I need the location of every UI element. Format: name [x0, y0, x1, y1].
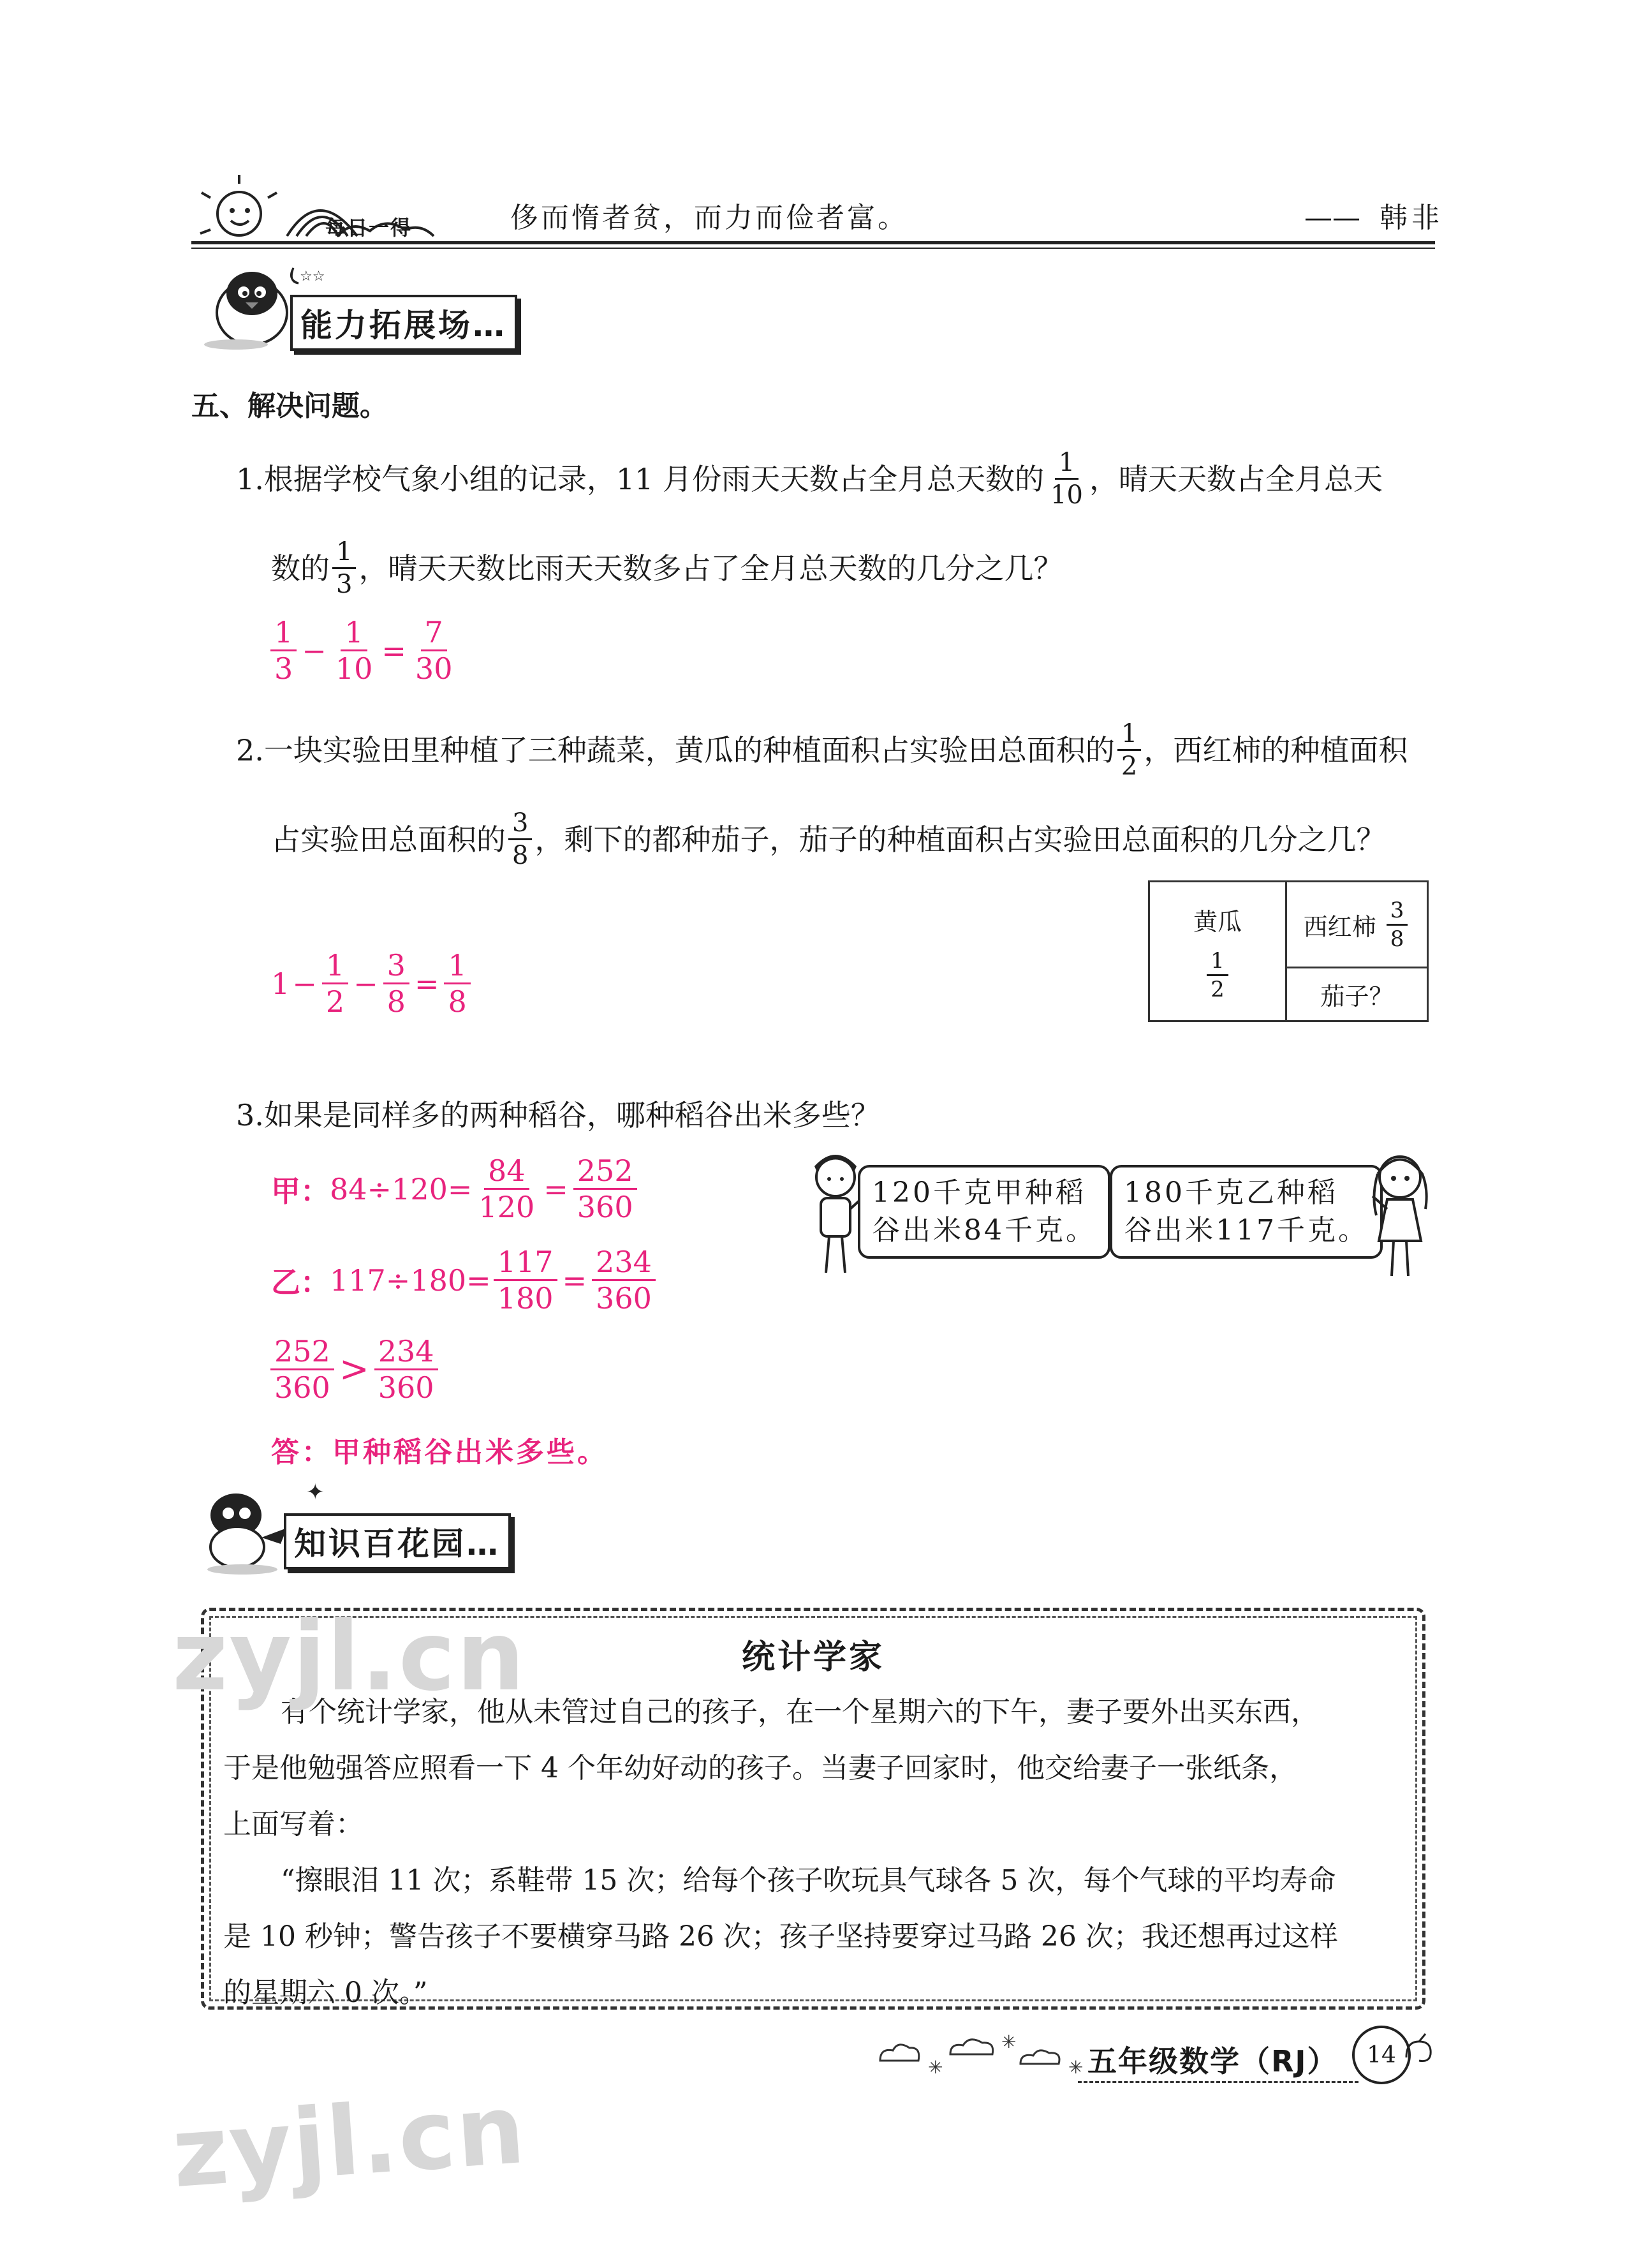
- header-quote: 侈而惰者贫，而力而俭者富。: [510, 202, 908, 234]
- field-area-diagram: [1148, 880, 1429, 1022]
- q2-ans-eq: =: [414, 966, 439, 1001]
- q1-fraction-b: [332, 539, 356, 597]
- part-title: 五、解决问题。: [191, 390, 388, 422]
- q2-frac-b-den: 8: [512, 841, 529, 870]
- q2-line1-pre: 一块实验田里种植了三种蔬菜，黄瓜的种植面积占实验田总面积的: [263, 732, 1115, 767]
- q2-line2-pre: 占实验田总面积的: [271, 822, 506, 857]
- section-banner-ability: [191, 255, 548, 351]
- story-p3: 上面写着：: [223, 1808, 364, 1841]
- svg-text:✦: ✦: [306, 1479, 325, 1505]
- q2-ans-op1: −: [292, 966, 317, 1001]
- q2-line1-post: ，西红柿的种植面积: [1144, 732, 1408, 767]
- jia-eq: =: [543, 1171, 568, 1206]
- tomato-cell: [1286, 882, 1428, 968]
- eggplant-cell: 茄子？: [1286, 968, 1428, 1021]
- q1-frac-a-den: 10: [1050, 480, 1083, 510]
- cucumber-fraction: [1207, 950, 1228, 1000]
- story-p1: 有个统计学家，他从未管过自己的孩子，在一个星期六的下午，妻子要外出买东西，: [281, 1696, 1319, 1728]
- q1-ans-f1-num: 1: [270, 618, 297, 651]
- q1-ans-f2: [332, 615, 377, 686]
- section-banner-knowledge: [191, 1474, 548, 1576]
- q1-ans-op1: −: [302, 633, 327, 668]
- q1-ans-f1: [270, 615, 297, 686]
- q1-line2-post: ，晴天天数比雨天天数多占了全月总天数的几分之几？: [358, 551, 1063, 586]
- jia-f1-num: 84: [484, 1156, 529, 1190]
- q1-ans-f2-num: 1: [341, 618, 367, 651]
- bubble-right-line1: 180千克乙种稻: [1124, 1176, 1338, 1209]
- q2-line1: [236, 721, 1408, 779]
- jia-expr: 84÷120=: [330, 1171, 473, 1206]
- cmp-f1: [270, 1334, 334, 1405]
- q1-line1-post: ，晴天天数占全月总天: [1089, 461, 1383, 496]
- yi-f2: [592, 1245, 656, 1316]
- q2-line2: [271, 810, 1385, 868]
- tomato-frac-num: 3: [1387, 900, 1408, 926]
- tomato-frac-den: 8: [1390, 926, 1404, 952]
- q2-ans-f3: [444, 948, 470, 1019]
- q2-answer: [271, 948, 473, 1019]
- q3-conclusion: 答：甲种稻谷出米多些。: [271, 1436, 608, 1469]
- q1-ans-f2-den: 10: [335, 651, 373, 686]
- q1-ans-eq: =: [381, 633, 406, 668]
- watermark-1: zyjl.cn: [172, 1601, 526, 1712]
- jia-f1: [475, 1153, 538, 1224]
- yi-f1-num: 117: [494, 1247, 557, 1281]
- cmp-f2-num: 234: [374, 1337, 438, 1370]
- q2-ans-whole: 1: [271, 966, 290, 1001]
- q1-ans-f3-num: 7: [421, 618, 447, 651]
- q1-ans-f3-den: 30: [415, 651, 453, 686]
- story-title: 统计学家: [741, 1638, 885, 1677]
- cmp-f1-num: 252: [270, 1337, 334, 1370]
- q2-ans-f2-num: 3: [383, 951, 409, 984]
- q2-ans-op2: −: [353, 966, 378, 1001]
- speech-bubble-right: [1110, 1165, 1383, 1259]
- q1-line2: [271, 539, 1063, 597]
- cucumber-frac-num: 1: [1207, 950, 1228, 976]
- q2-fraction-b: [508, 810, 532, 868]
- section1-title: 能力拓展场…: [290, 295, 517, 351]
- q2-label: 2.: [236, 732, 264, 767]
- yi-f2-num: 234: [592, 1247, 656, 1281]
- q2-frac-a-num: 1: [1117, 721, 1141, 751]
- q2-frac-a-den: 2: [1121, 752, 1138, 781]
- bubble-left-line2: 谷出米84千克。: [872, 1214, 1096, 1247]
- author-dash: ——: [1304, 202, 1360, 234]
- tomato-fraction: [1387, 897, 1408, 952]
- story-p4: “擦眼泪 11 次；系鞋带 15 次；给每个孩子吹玩具气球各 5 次，每个气球的平均寿命: [281, 1864, 1336, 1897]
- tomato-label: 西红柿: [1303, 912, 1376, 941]
- q3-text: [236, 1098, 880, 1132]
- svg-text:✳: ✳: [1068, 2057, 1084, 2078]
- yi-label: 乙：: [271, 1264, 330, 1300]
- svg-text:✳: ✳: [1001, 2031, 1017, 2052]
- q3-question: 如果是同样多的两种稻谷，哪种稻谷出米多些？: [263, 1098, 880, 1132]
- q1-line1: [236, 450, 1383, 508]
- cmp-f2: [374, 1334, 438, 1405]
- story-p5: 是 10 秒钟；警告孩子不要横穿马路 26 次；孩子坚持要穿过马路 26 次；我还想再过这样: [223, 1920, 1338, 1953]
- author-name: 韩非: [1380, 202, 1443, 234]
- cloud-decoration-icon: [874, 2029, 1084, 2080]
- q2-ans-f3-den: 8: [448, 984, 467, 1019]
- q2-fraction-a: [1117, 721, 1141, 779]
- header-rule: [191, 241, 1435, 244]
- cucumber-cell: [1149, 882, 1286, 1021]
- cmp-f1-den: 360: [274, 1370, 330, 1405]
- q2-ans-f1-num: 1: [322, 951, 348, 984]
- q1-fraction-a: [1047, 450, 1087, 508]
- q1-ans-f3: [411, 615, 457, 686]
- cucumber-frac-den: 2: [1211, 977, 1225, 1002]
- snail-icon: [1400, 2032, 1438, 2070]
- jia-label: 甲：: [271, 1173, 330, 1208]
- page-number: 14: [1367, 2042, 1396, 2068]
- svg-text:☆☆: ☆☆: [300, 269, 325, 285]
- yi-expr: 117÷180=: [330, 1263, 491, 1298]
- q1-frac-b-num: 1: [332, 539, 356, 569]
- bubble-right-line2: 谷出米117千克。: [1124, 1214, 1369, 1247]
- header-decoration: [191, 172, 459, 242]
- footer-book-title: 五年级数学（RJ）: [1087, 2044, 1338, 2079]
- q1-line1-pre: 根据学校气象小组的记录，11 月份雨天天数占全月总天数的: [263, 461, 1045, 496]
- q2-line2-post: ，剩下的都种茄子，茄子的种植面积占实验田总面积的几分之几？: [534, 822, 1386, 857]
- section2-title: 知识百花园…: [284, 1513, 511, 1569]
- cmp-f2-den: 360: [378, 1370, 434, 1405]
- jia-f2-num: 252: [573, 1156, 637, 1190]
- watermark-2: zyjl.cn: [168, 2073, 530, 2210]
- cmp-op: >: [339, 1349, 369, 1390]
- q1-frac-b-den: 3: [336, 570, 353, 599]
- yi-f1: [494, 1245, 557, 1316]
- bubble-left-line1: 120千克甲种稻: [872, 1176, 1086, 1209]
- q1-frac-a-num: 1: [1055, 450, 1079, 480]
- jia-f2-den: 360: [577, 1190, 633, 1224]
- daily-label: 每日一得: [325, 216, 413, 240]
- cucumber-label: 黄瓜: [1193, 908, 1242, 936]
- yi-eq: =: [562, 1263, 587, 1298]
- story-body: [223, 1684, 1403, 2021]
- q2-frac-b-num: 3: [508, 810, 532, 840]
- q2-ans-f3-num: 1: [444, 951, 470, 984]
- header-rule-thin: [191, 248, 1435, 249]
- q3-label: 3.: [236, 1098, 264, 1132]
- jia-f1-den: 120: [478, 1190, 535, 1224]
- header-author: [1304, 195, 1443, 235]
- q1-ans-f1-den: 3: [274, 651, 293, 686]
- yi-f1-den: 180: [497, 1281, 554, 1316]
- q2-ans-f1: [322, 948, 348, 1019]
- q2-ans-f2: [383, 948, 409, 1019]
- jia-f2: [573, 1153, 637, 1224]
- q2-ans-f2-den: 8: [387, 984, 406, 1019]
- svg-text:✳: ✳: [928, 2057, 943, 2078]
- q3-answer-jia: [271, 1153, 640, 1224]
- story-p2: 于是他勉强答应照看一下 4 个年幼好动的孩子。当妻子回家时，他交给妻子一张纸条，: [223, 1752, 1297, 1784]
- story-p6: 的星期六 0 次。”: [223, 1976, 428, 2009]
- footer-rule: [1078, 2081, 1358, 2083]
- yi-f2-den: 360: [596, 1281, 652, 1316]
- q1-line2-pre: 数的: [271, 551, 330, 586]
- q3-answer-compare: [268, 1334, 441, 1405]
- q3-answer-yi: [271, 1245, 658, 1316]
- q1-answer: [268, 615, 459, 686]
- speech-bubble-left: [858, 1165, 1110, 1259]
- q2-ans-f1-den: 2: [325, 984, 345, 1019]
- q1-label: 1.: [236, 461, 264, 496]
- girl-character-icon: [1365, 1145, 1441, 1286]
